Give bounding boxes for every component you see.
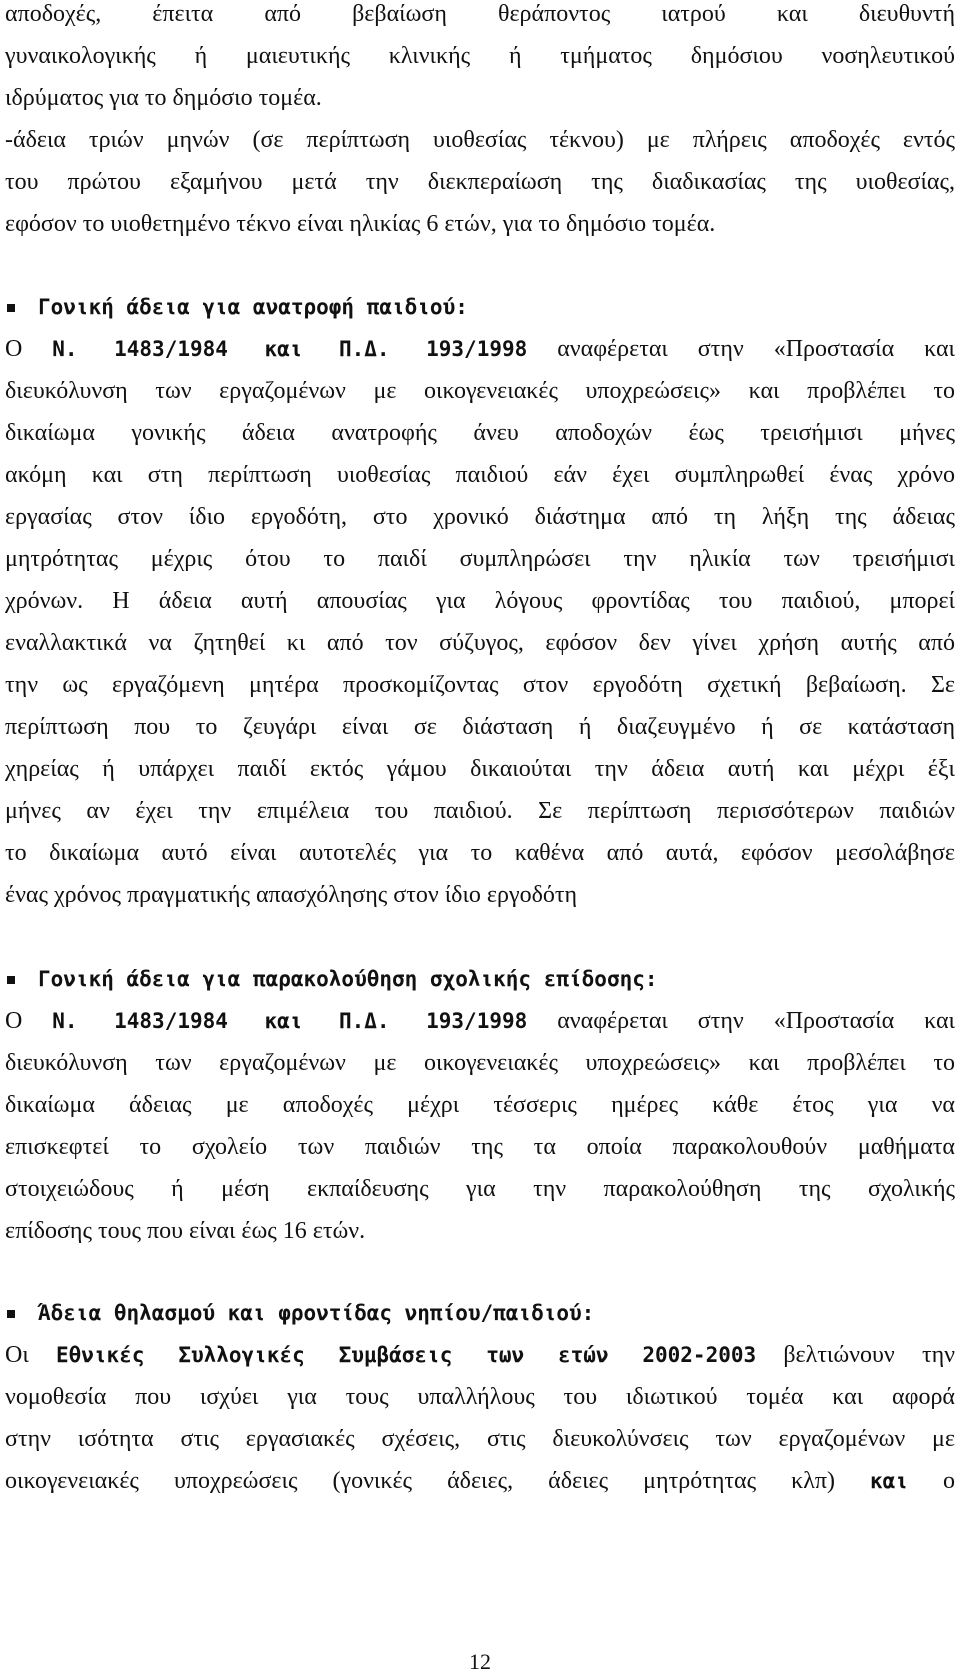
paragraph-line: ένας χρόνος πραγματικής απασχόλησης στον ίδιο εργοδότη [5, 882, 578, 908]
paragraph-line: δικαίωμα άδειας με αποδοχές μέχρι τέσσερις ημέρες κάθε έτος για να [5, 1092, 955, 1118]
paragraph-line: διευκόλυνση των εργαζομένων με οικογενειακές υποχρεώσεις» και προβλέπει το [5, 378, 955, 404]
paragraph-line: εργασίας στον ίδιο εργοδότη, στο χρονικό διάστημα από τη λήξη της άδειας [5, 504, 955, 530]
section-heading: Γονική άδεια για ανατροφή παιδιού: [38, 295, 468, 319]
paragraph-line: -άδεια τριών μηνών (σε περίπτωση υιοθεσίας τέκνου) με πλήρεις αποδοχές εντός [5, 127, 955, 153]
paragraph-line: ιδρύματος για το δημόσιο τομέα. [5, 85, 322, 111]
collective-agreements-reference: Εθνικές Συλλογικές Συμβάσεις των ετών 2002-2003 [55, 1343, 757, 1367]
paragraph-line: νομοθεσία που ισχύει για τους υπαλλήλους του ιδιωτικού τομέα και αφορά [5, 1384, 955, 1410]
line-text: βελτιώνουν την [756, 1342, 955, 1368]
paragraph-line [5, 1336, 955, 1374]
line-text: αναφέρεται στην «Προστασία και [527, 1008, 955, 1034]
paragraph-line: μητρότητας μέχρις ότου το παιδί συμπληρώσει την ηλικία των τρεισήμισι [5, 546, 955, 572]
paragraph-line: του πρώτου εξαμήνου μετά την διεκπεραίωση της διαδικασίας της υιοθεσίας, [5, 169, 955, 195]
section-heading: Άδεια θηλασμού και φροντίδας νηπίου/παιδιού: [38, 1301, 595, 1325]
paragraph-line [5, 330, 955, 368]
line-text: Οι [5, 1342, 56, 1368]
paragraph-line: το δικαίωμα αυτό είναι αυτοτελές για το καθένα από αυτά, εφόσον μεσολάβησε [5, 840, 955, 866]
paragraph-line [5, 1002, 955, 1040]
line-text: Ο [5, 336, 53, 362]
bullet-icon [7, 304, 15, 312]
paragraph-line: αποδοχές, έπειτα από βεβαίωση θεράποντος ιατρού και διευθυντή [5, 1, 955, 27]
section-heading: Γονική άδεια για παρακολούθηση σχολικής επίδοσης: [38, 967, 658, 991]
paragraph-line: ακόμη και στη περίπτωση υιοθεσίας παιδιού εάν έχει συμπληρωθεί ένας χρόνο [5, 462, 955, 488]
line-text: Ο [5, 1008, 53, 1034]
paragraph-line [5, 1462, 955, 1500]
paragraph-line: επίδοσης τους που είναι έως 16 ετών. [5, 1218, 366, 1244]
page-number: 12 [469, 1649, 491, 1674]
paragraph-line: δικαίωμα γονικής άδεια ανατροφής άνευ αποδοχών έως τρεισήμισι μήνες [5, 420, 955, 446]
paragraph-line: μήνες αν έχει την επιμέλεια του παιδιού. Σε περίπτωση περισσότερων παιδιών [5, 798, 955, 824]
paragraph-line: χρόνων. Η άδεια αυτή απουσίας για λόγους φροντίδας του παιδιού, μπορεί [5, 588, 955, 614]
paragraph-line: διευκόλυνση των εργαζομένων με οικογενειακές υποχρεώσεις» και προβλέπει το [5, 1050, 955, 1076]
paragraph-line: επισκεφτεί το σχολείο των παιδιών της τα οποία παρακολουθούν μαθήματα [5, 1134, 955, 1160]
law-reference: Ν. 1483/1984 και Π.Δ. 193/1998 [52, 1009, 528, 1033]
law-reference: Ν. 1483/1984 και Π.Δ. 193/1998 [52, 337, 528, 361]
paragraph-line: εφόσον το υιοθετημένο τέκνο είναι ηλικίας 6 ετών, για το δημόσιο τομέα. [5, 211, 716, 237]
paragraph-line: στην ισότητα στις εργασιακές σχέσεις, στις διευκολύνσεις των εργαζομένων με [5, 1426, 955, 1452]
paragraph-line: περίπτωση που το ζευγάρι είναι σε διάσταση ή διαζευγμένο ή σε κατάσταση [5, 714, 955, 740]
paragraph-line: χηρείας ή υπάρχει παιδί εκτός γάμου δικαιούται την άδεια αυτή και μέχρι έξι [5, 756, 955, 782]
line-text: ο [907, 1468, 956, 1494]
paragraph-line: στοιχειώδους ή μέση εκπαίδευσης για την παρακολούθηση της σχολικής [5, 1176, 955, 1202]
line-text: οικογενειακές υποχρεώσεις (γονικές άδειες, άδειες μητρότητας κλπ) [5, 1468, 871, 1494]
line-text: αναφέρεται στην «Προστασία και [527, 336, 955, 362]
bullet-icon [7, 976, 15, 984]
paragraph-line: εναλλακτικά να ζητηθεί κι από τον σύζυγος, εφόσον δεν γίνει χρήση αυτής από [5, 630, 955, 656]
paragraph-line: την ως εργαζόμενη μητέρα προσκομίζοντας στον εργοδότη σχετική βεβαίωση. Σε [5, 672, 955, 698]
bold-word: και [870, 1469, 908, 1493]
paragraph-line: γυναικολογικής ή μαιευτικής κλινικής ή τμήματος δημόσιου νοσηλευτικού [5, 43, 955, 69]
bullet-icon [7, 1310, 15, 1318]
